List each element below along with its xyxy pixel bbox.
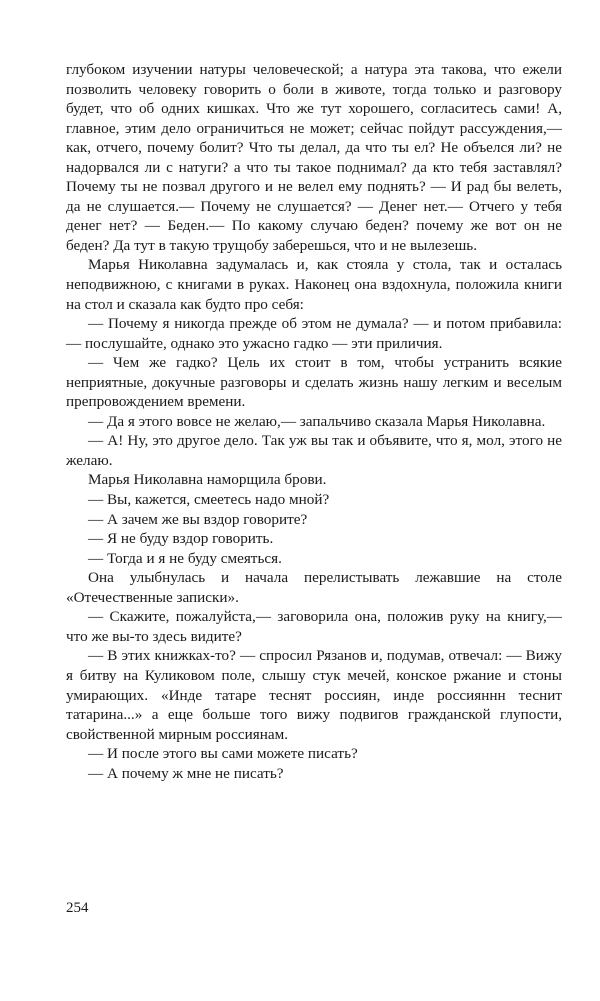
paragraph: глубоком изучении натуры человеческой; а натура эта такова, что ежели позволить человеку говорить о боли в животе, тогда только и разговору будет, что об одних кишках. Что же тут хорошего, согласитесь сами! А, главное, этим дело ограничиться не может; сейчас пойдут рассуждения,— как, отчего, почему болит? Что ты делал, да что ты ел? Не объелся ли? не надорвался ли с натуги? а что ты такое поднимал? да кто тебя заставлял? Почему ты не позвал другого и не велел ему поднять? — И рад бы велеть, да не слушается.— Почему не слушается? — Денег нет.— Отчего у тебя денег нет? — Беден.— По какому случаю беден? почему же вот он не беден? Да тут в такую трущобу заберешься, что и не вылезешь. — [66, 61, 562, 254]
paragraph: — В этих книжках-то? — спросил Рязанов и, подумав, отвечал: — Вижу я битву на Куликовом поле, слышу стук мечей, конское ржание и стоны умирающих. «Инде татаре теснят россиян, инде россияннн теснит татарина...» а еще больше того вижу подвигов гражданской глупости, свойственной мирным россиянам. — [66, 647, 562, 743]
paragraph: Марья Николавна задумалась и, как стояла у стола, так и осталась неподвижною, с книгами в руках. Наконец она вздохнула, положила книги на стол и сказала как будто про себя: — [66, 256, 562, 313]
page-body-text — [66, 60, 562, 783]
paragraph: — Вы, кажется, смеетесь надо мной? — [88, 491, 330, 509]
paragraph: — Почему я никогда прежде об этом не думала? — и потом прибавила: — послушайте, однако это ужасно гадко — эти приличия. — [66, 315, 562, 352]
page-number: 254 — [66, 900, 89, 916]
paragraph: Марья Николавна наморщила брови. — [88, 471, 327, 489]
paragraph: — И после этого вы сами можете писать? — [88, 745, 358, 763]
paragraph: — А зачем же вы вздор говорите? — [88, 510, 308, 528]
paragraph: Она улыбнулась и начала перелистывать лежавшие на столе «Отечественные записки». — [66, 569, 562, 606]
paragraph: — Чем же гадко? Цель их стоит в том, чтобы устранить всякие неприятные, докучные разговоры и сделать жизнь нашу легким и веселым препровождением времени. — [66, 354, 562, 411]
paragraph: — Скажите, пожалуйста,— заговорила она, положив руку на книгу,— что же вы-то здесь видите? — [66, 608, 562, 645]
paragraph: — Да я этого вовсе не желаю,— запальчиво сказала Марья Николавна. — [88, 412, 546, 430]
paragraph: — А почему ж мне не писать? — [88, 764, 284, 782]
paragraph: — Тогда и я не буду смеяться. — [88, 549, 282, 567]
paragraph: — А! Ну, это другое дело. Так уж вы так и объявите, что я, мол, этого не желаю. — [66, 432, 562, 469]
paragraph: — Я не буду вздор говорить. — [88, 530, 274, 548]
